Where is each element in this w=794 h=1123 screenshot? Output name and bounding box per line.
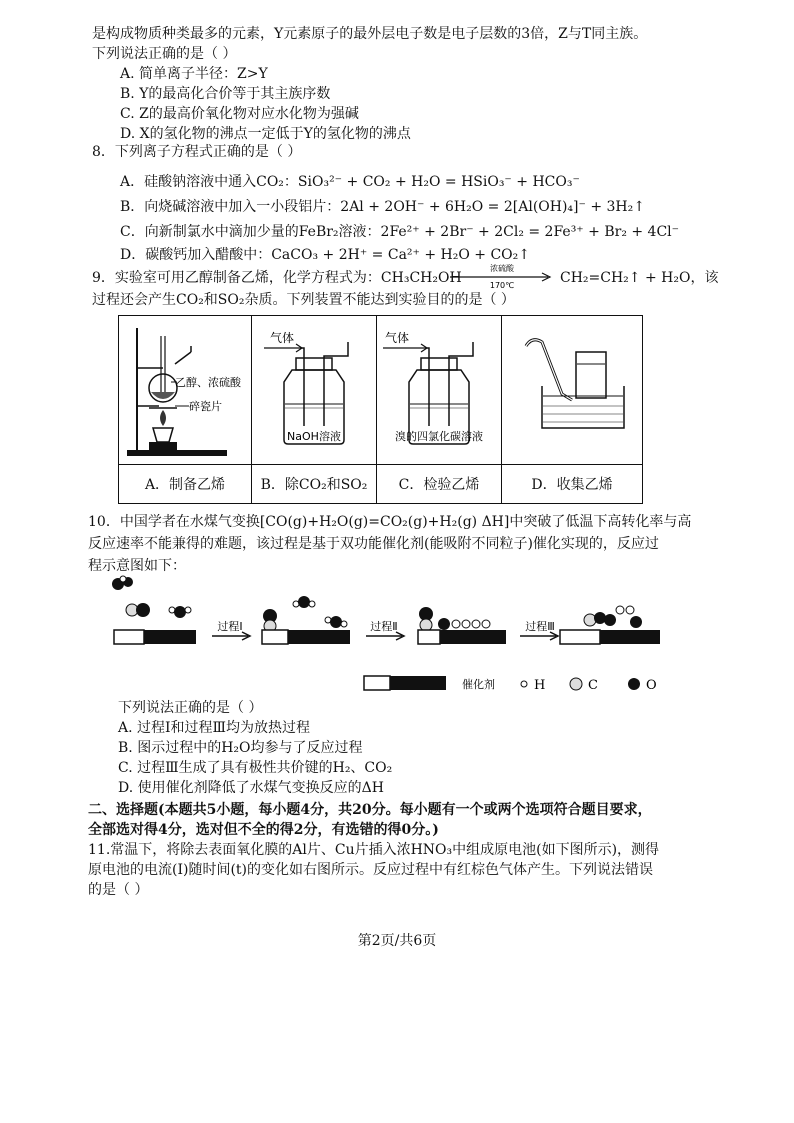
q7-option-d: D. X的氢化物的沸点一定低于Y的氢化物的沸点 <box>120 126 411 142</box>
q9-stem-part1: 9．实验室可用乙醇制备乙烯，化学方程式为：CH₃CH₂OH <box>92 270 462 286</box>
label-naoh: NaOH溶液 <box>287 430 341 443</box>
label-porcelain: 碎瓷片 <box>189 400 222 413</box>
ethylene-generator-diagram <box>119 316 251 464</box>
section2-header-line1: 二、选择题(本题共5小题，每小题4分，共20分。每小题有一个或两个选项符合题目要求， <box>88 802 652 818</box>
q10-option-a: A. 过程Ⅰ和过程Ⅲ均为放热过程 <box>118 720 311 736</box>
q11-stem-line2: 原电池的电流(I)随时间(t)的变化如右图所示。反应过程中有红棕色气体产生。下列说法错误 <box>88 862 654 878</box>
molecule-group-initial <box>112 576 191 618</box>
q7-option-b: B. Y的最高化合价等于其主族序数 <box>120 86 331 102</box>
label-ethanol-sulfuric: 乙醇、浓硫酸 <box>175 376 241 389</box>
gas-washing-bottle-bromine <box>377 316 501 464</box>
legend-catalyst-label: 催化剂 <box>462 678 495 691</box>
q8-stem: 8．下列离子方程式正确的是（ ） <box>92 144 302 160</box>
label-gas-c: 气体 <box>385 331 410 345</box>
legend-c-label: C <box>588 678 598 693</box>
q7-option-a: A. 简单离子半径：Z>Y <box>120 66 268 82</box>
q8-option-a: A．硅酸钠溶液中通入CO₂：SiO₃²⁻ + CO₂ + H₂O = HSiO₃⁻ + HCO₃⁻ <box>120 174 580 190</box>
water-displacement-collection <box>502 316 642 464</box>
q10-option-b: B. 图示过程中的H₂O均参与了反应过程 <box>118 740 363 756</box>
apparatus-b-figure <box>252 316 377 465</box>
apparatus-d-figure <box>502 316 643 465</box>
q10-option-c: C. 过程Ⅲ生成了具有极性共价键的H₂、CO₂ <box>118 760 393 776</box>
arrow-condition-top: 浓硫酸 <box>490 264 514 273</box>
reaction-process-diagram <box>100 574 680 696</box>
apparatus-table <box>118 315 643 504</box>
arrow-condition-bottom: 170℃ <box>489 281 515 290</box>
q11-stem-line3: 的是（ ） <box>88 882 149 898</box>
reaction-arrow <box>448 262 556 290</box>
apparatus-a-figure <box>119 316 252 465</box>
q10-stem-line3: 程示意图如下： <box>88 558 186 574</box>
caption-c: C．检验乙烯 <box>377 465 502 504</box>
step3-label: 过程Ⅲ <box>525 620 555 633</box>
q8-option-d: D．碳酸钙加入醋酸中：CaCO₃ + 2H⁺ = Ca²⁺ + H₂O + CO₂↑ <box>120 247 531 263</box>
legend-o-label: O <box>646 678 657 693</box>
q8-option-b: B．向烧碱溶液中加入一小段铝片：2Al + 2OH⁻ + 6H₂O = 2[Al(OH)₄]⁻ + 3H₂↑ <box>120 199 645 215</box>
caption-d: D．收集乙烯 <box>502 465 643 504</box>
apparatus-c-figure <box>377 316 502 465</box>
step1-label: 过程Ⅰ <box>217 620 243 633</box>
q10-stem-line2: 反应速率不能兼得的难题，该过程是基于双功能催化剂(能吸附不同粒子)催化实现的，反应过 <box>88 536 659 552</box>
q10-option-d: D. 使用催化剂降低了水煤气变换反应的ΔH <box>118 780 384 796</box>
caption-b: B．除CO₂和SO₂ <box>252 465 377 504</box>
q9-stem-line2: 过程还会产生CO₂和SO₂杂质。下列装置不能达到实验目的的是（ ） <box>92 292 515 308</box>
caption-a: A．制备乙烯 <box>119 465 252 504</box>
section2-header-line2: 全部选对得4分，选对但不全的得2分，有选错的得0分。) <box>88 822 439 838</box>
page-footer: 第2页/共6页 <box>357 933 437 949</box>
step2-label: 过程Ⅱ <box>370 620 398 633</box>
label-bromine: 溴的四氯化碳溶液 <box>395 430 483 443</box>
label-gas-b: 气体 <box>270 331 295 345</box>
legend-h-label: H <box>534 678 546 693</box>
q8-option-c: C．向新制氯水中滴加少量的FeBr₂溶液：2Fe²⁺ + 2Br⁻ + 2Cl₂ = 2Fe³⁺ + Br₂ + 4Cl⁻ <box>120 224 680 240</box>
q10-stem-line1: 10．中国学者在水煤气变换[CO(g)+H₂O(g)=CO₂(g)+H₂(g) ΔH]中突破了低温下高转化率与高 <box>88 514 692 530</box>
q11-stem-line1: 11.常温下，将除去表面氧化膜的Al片、Cu片插入浓HNO₃中组成原电池(如下图所示)，测得 <box>88 842 660 858</box>
gas-washing-bottle-naoh <box>252 316 376 464</box>
q10-ask: 下列说法正确的是（ ） <box>118 700 263 716</box>
q7-option-c: C. Z的最高价氧化物对应水化物为强碱 <box>120 106 359 122</box>
q7-ask: 下列说法正确的是（ ） <box>92 46 237 62</box>
q7-stem-tail: 是构成物质种类最多的元素，Y元素原子的最外层电子数是电子层数的3倍，Z与T同主族。 <box>92 26 648 42</box>
q9-stem-part2: CH₂=CH₂↑ + H₂O，该 <box>560 270 719 286</box>
